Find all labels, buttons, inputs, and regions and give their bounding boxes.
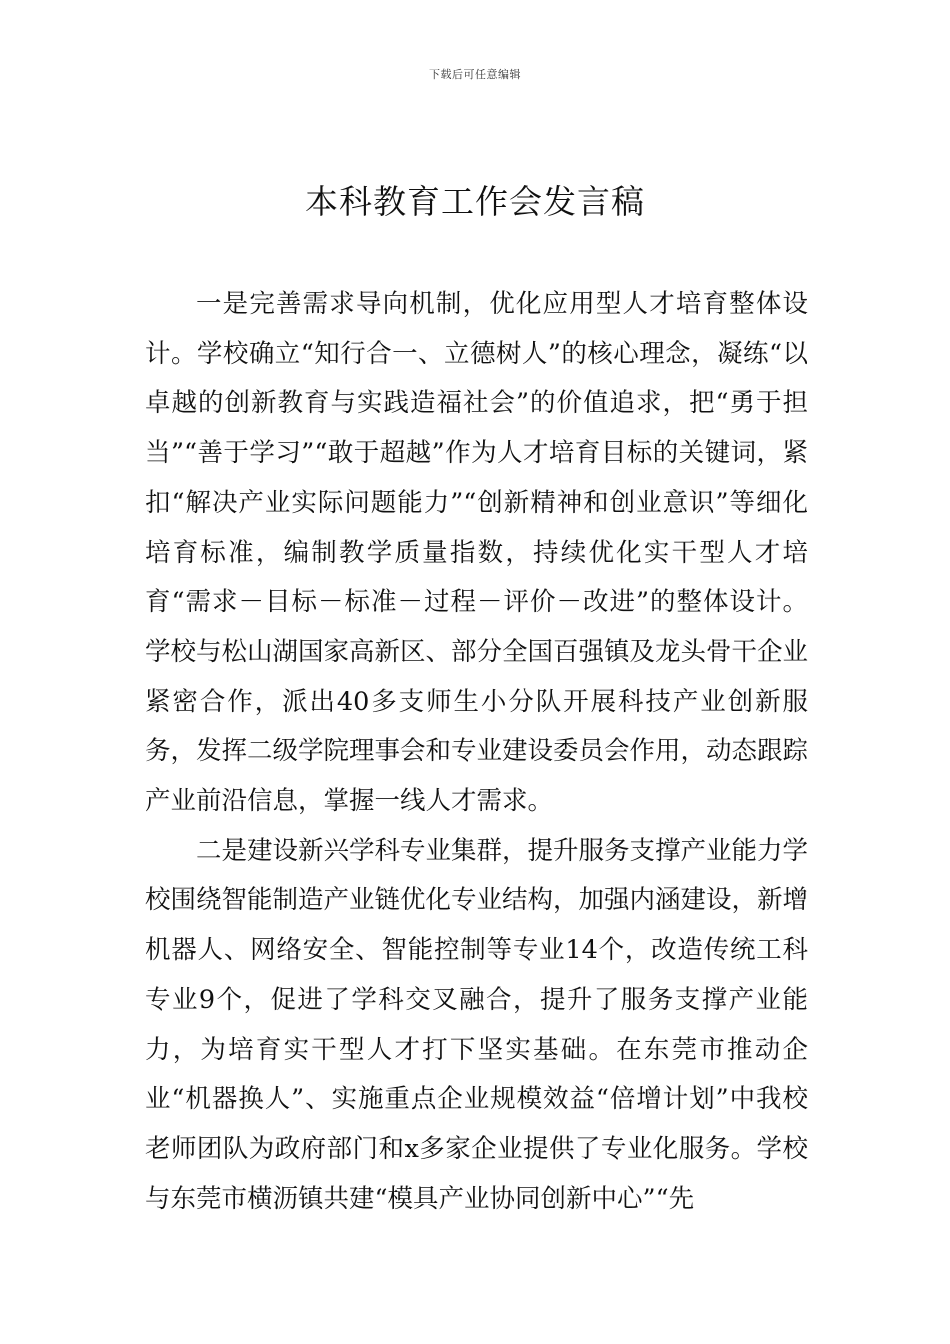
document-body xyxy=(145,280,808,1224)
paragraph-1: 一是完善需求导向机制，优化应用型人才培育整体设计。学校确立“知行合一、立德树人”的核心理念，凝练“以卓越的创新教育与实践造福社会”的价值追求，把“勇于担当”“善于学习”“敢于超越”作为人才培育目标的关键词，紧扣“解决产业实际问题能力”“创新精神和创业意识”等细化培育标准，编制教学质量指数，持续优化实干型人才培育“需求－目标－标准－过程－评价－改进”的整体设计。学校与松山湖国家高新区、部分全国百强镇及龙头骨干企业紧密合作，派出40多支师生小分队开展科技产业创新服务，发挥二级学院理事会和专业建设委员会作用，动态跟踪产业前沿信息，掌握一线人才需求。 xyxy=(145,289,809,817)
paragraph-2: 二是建设新兴学科专业集群，提升服务支撑产业能力学校围绕智能制造产业链优化专业结构，加强内涵建设，新增机器人、网络安全、智能控制等专业14个，改造传统工科专业9个，促进了学科交叉融合，提升了服务支撑产业能力，为培育实干型人才打下坚实基础。在东莞市推动企业“机器换人”、实施重点企业规模效益“倍增计划”中我校老师团队为政府部门和x多家企业提供了专业化服务。学校与东莞市横沥镇共建“模具产业协同创新中心”“先 xyxy=(145,835,809,1214)
document-title: 本科教育工作会发言稿 xyxy=(305,182,645,221)
header-note: 下载后可任意编辑 xyxy=(429,68,521,81)
